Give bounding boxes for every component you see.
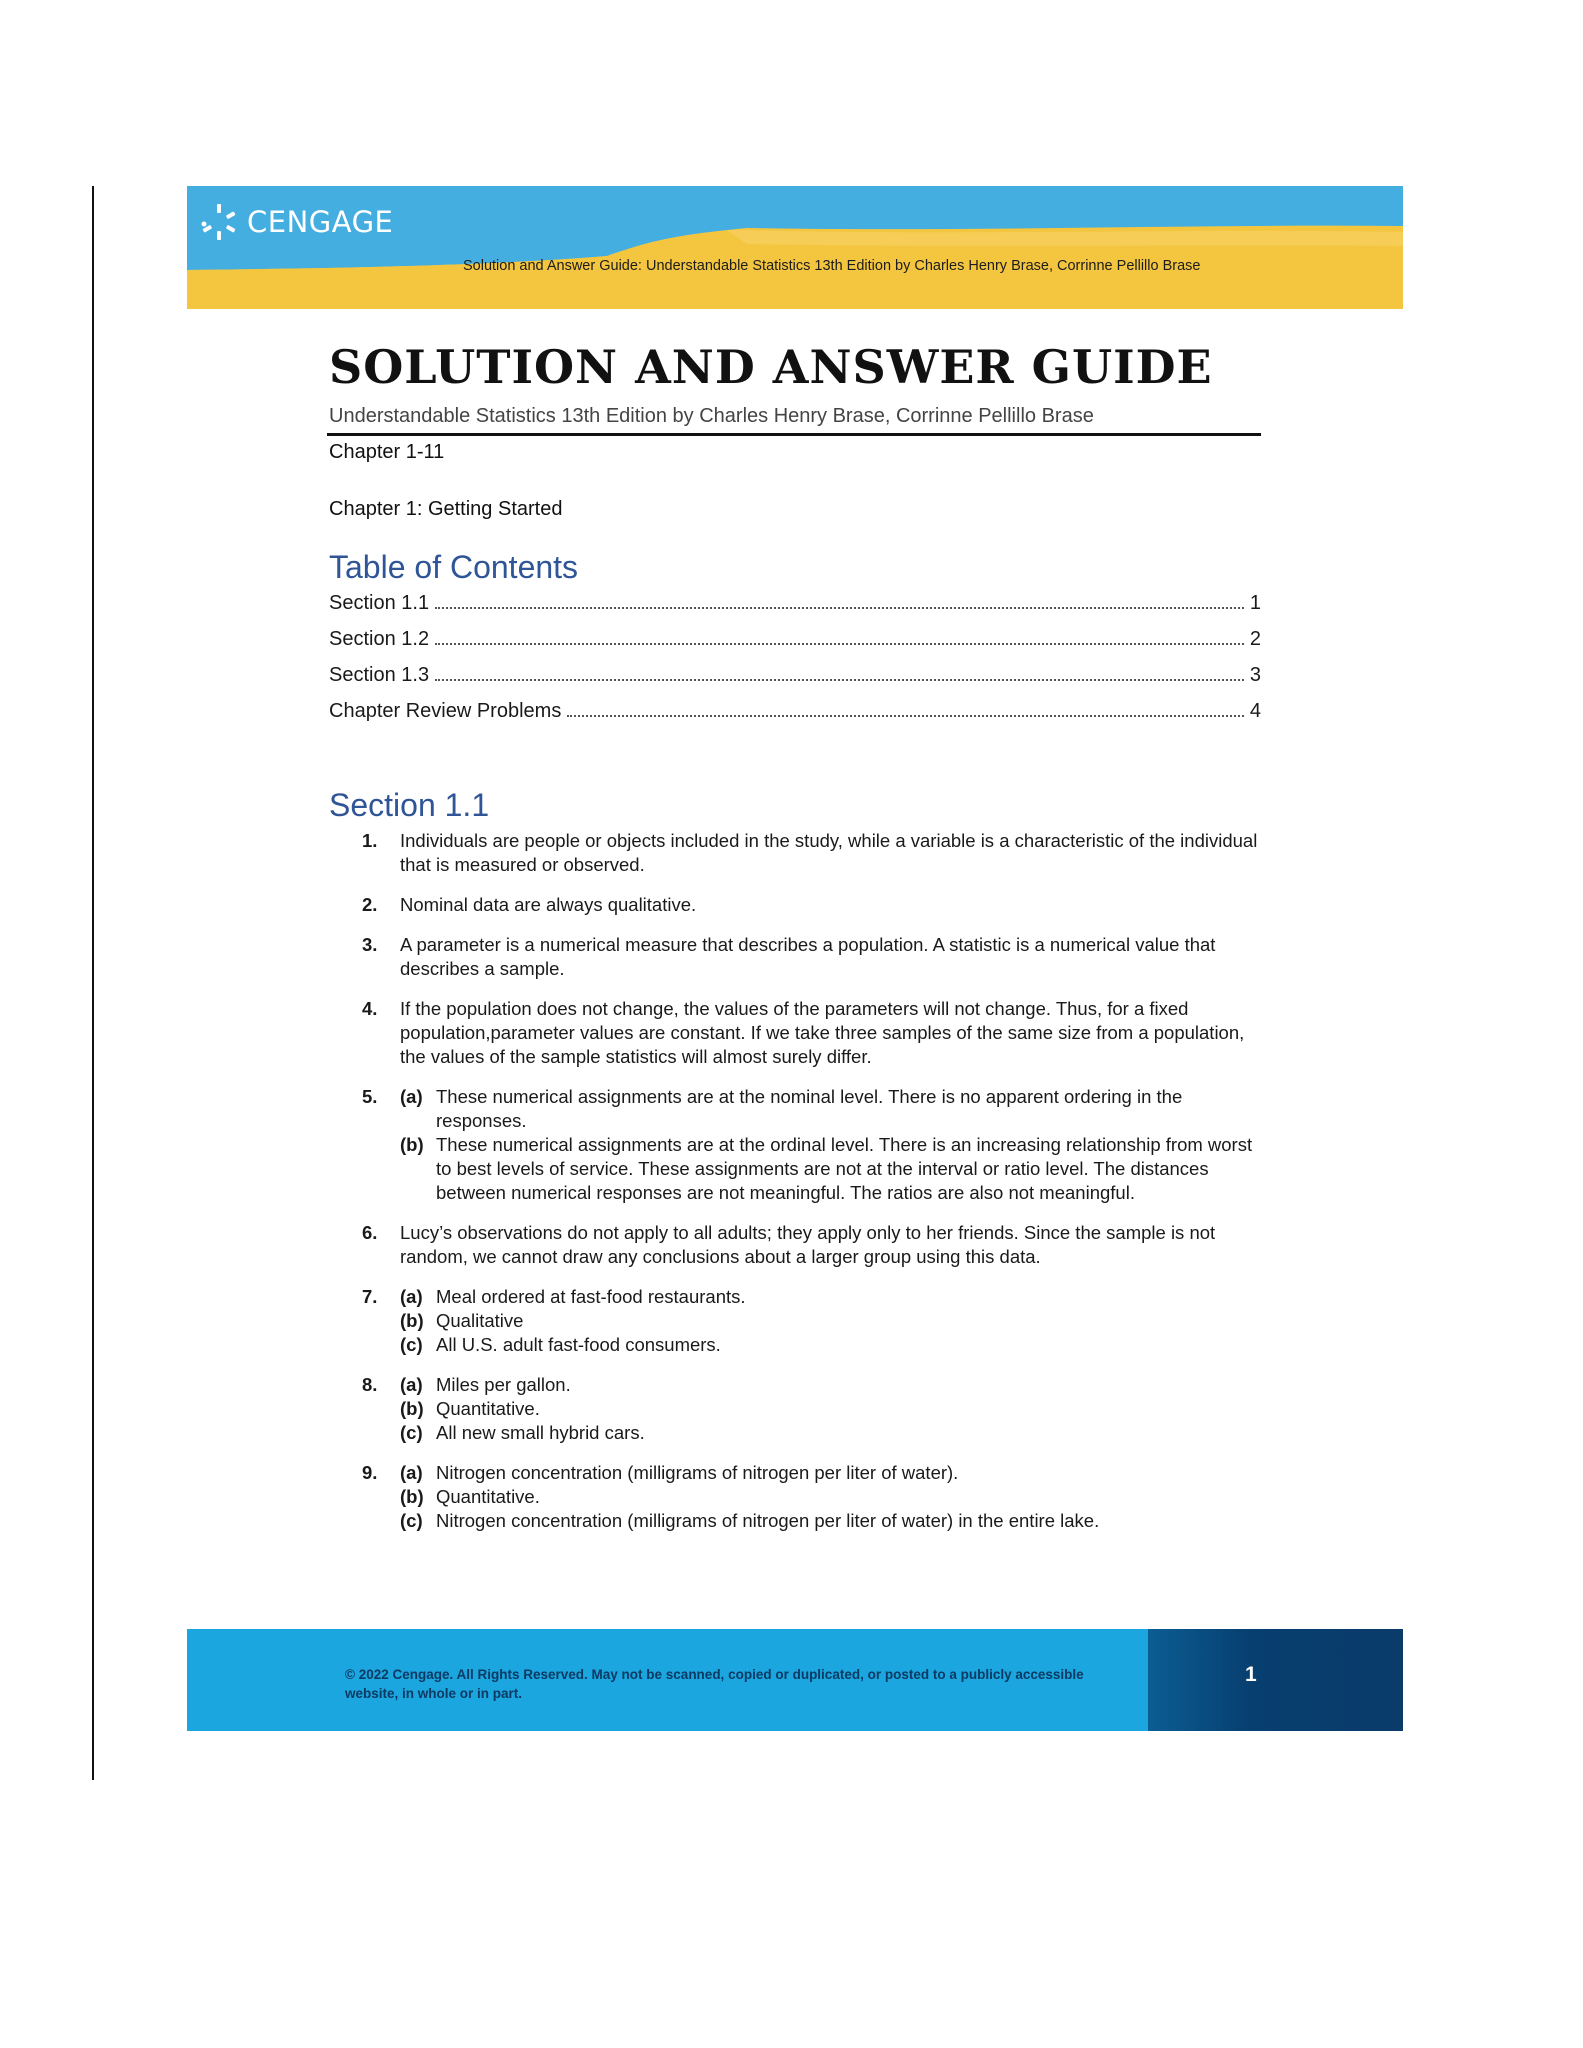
part-text: Miles per gallon. [436, 1374, 571, 1395]
answer-text: Individuals are people or objects included in the study, while a variable is a characteristic of the individual that is measured or observed. [400, 830, 1258, 875]
part-text: All new small hybrid cars. [436, 1422, 645, 1443]
part-text: Qualitative [436, 1310, 524, 1331]
answer-number: 1. [362, 830, 378, 851]
answer-text: If the population does not change, the values of the parameters will not change. Thus, for a fixed population,parameter values are constant. If we take three samples of the same size from a population, the values of the sample statistics will almost surely differ. [400, 998, 1245, 1067]
part-label: (a) [400, 1462, 423, 1483]
answer-part [400, 1285, 1260, 1309]
toc-leader [435, 643, 1244, 645]
footer-banner [187, 1629, 1403, 1731]
part-text: Quantitative. [436, 1486, 540, 1507]
part-label: (b) [400, 1398, 424, 1419]
answer-text: Lucy’s observations do not apply to all adults; they apply only to her friends. Since the sample is not random, we cannot draw any conclusions about a larger group using this data. [400, 1222, 1216, 1267]
part-text: Nitrogen concentration (milligrams of nitrogen per liter of water) in the entire lake. [436, 1510, 1100, 1531]
section-heading: Section 1.1 [329, 787, 490, 823]
answer-item [362, 1373, 1260, 1445]
part-text: Quantitative. [436, 1398, 540, 1419]
answer-item [362, 997, 1260, 1069]
logo-wordmark: CENGAGE [247, 205, 394, 239]
answer-part [400, 1333, 1260, 1357]
toc-leader [435, 607, 1244, 609]
part-label: (b) [400, 1134, 424, 1155]
toc-leader [567, 715, 1244, 717]
toc-entry[interactable] [329, 664, 1261, 700]
answer-part [400, 1397, 1260, 1421]
part-text: Meal ordered at fast-food restaurants. [436, 1286, 746, 1307]
answer-part [400, 1085, 1260, 1133]
part-label: (b) [400, 1486, 424, 1507]
table-of-contents [329, 592, 1261, 736]
toc-entry-label: Section 1.2 [329, 628, 430, 650]
answer-number: 4. [362, 998, 378, 1019]
answer-item [362, 1085, 1260, 1205]
part-label: (a) [400, 1086, 423, 1107]
title-divider [327, 433, 1261, 436]
part-text: Nitrogen concentration (milligrams of nitrogen per liter of water). [436, 1462, 959, 1483]
answer-item [362, 933, 1260, 981]
answer-part [400, 1309, 1260, 1333]
toc-leader [435, 679, 1244, 681]
toc-heading: Table of Contents [329, 549, 579, 585]
part-text: These numerical assignments are at the nominal level. There is no apparent ordering in the responses. [436, 1086, 1183, 1131]
toc-entry-page: 4 [1249, 700, 1261, 722]
toc-entry-label: Section 1.3 [329, 664, 430, 686]
answer-part [400, 1133, 1260, 1205]
page-number: 1 [1245, 1663, 1257, 1686]
answer-item [362, 1461, 1260, 1533]
book-subtitle: Understandable Statistics 13th Edition by Charles Henry Brase, Corrinne Pellillo Brase [329, 405, 1094, 427]
answer-item [362, 1221, 1260, 1269]
toc-entry-page: 1 [1249, 592, 1261, 614]
answer-list [362, 829, 1260, 1549]
part-label: (c) [400, 1334, 423, 1355]
answer-number: 3. [362, 934, 378, 955]
toc-entry-label: Section 1.1 [329, 592, 430, 614]
copyright-notice: © 2022 Cengage. All Rights Reserved. May not be scanned, copied or duplicated, or posted to a publicly accessible website, in whole or in part. [345, 1667, 1084, 1701]
toc-entry-page: 2 [1249, 628, 1261, 650]
page-title: SOLUTION AND ANSWER GUIDE [329, 340, 1213, 394]
part-label: (a) [400, 1286, 423, 1307]
answer-part [400, 1485, 1260, 1509]
answer-text: A parameter is a numerical measure that describes a population. A statistic is a numerical value that describes a sample. [400, 934, 1216, 979]
part-label: (c) [400, 1510, 423, 1531]
part-text: All U.S. adult fast-food consumers. [436, 1334, 721, 1355]
answer-number: 6. [362, 1222, 378, 1243]
answer-number: 7. [362, 1286, 378, 1307]
part-label: (b) [400, 1310, 424, 1331]
toc-entry-page: 3 [1249, 664, 1261, 686]
part-text: These numerical assignments are at the ordinal level. There is an increasing relationship from worst to best levels of service. These assignments are not at the interval or ratio level. The distances between numerical responses are not meaningful. The ratios are also not meaningful. [436, 1134, 1253, 1203]
cengage-logo [199, 202, 393, 242]
answer-number: 2. [362, 894, 378, 915]
part-label: (c) [400, 1422, 423, 1443]
answer-number: 8. [362, 1374, 378, 1395]
toc-entry[interactable] [329, 592, 1261, 628]
cengage-logo-icon [199, 202, 239, 242]
toc-entry[interactable] [329, 628, 1261, 664]
chapter-title: Chapter 1: Getting Started [329, 498, 563, 520]
answer-item [362, 1285, 1260, 1357]
footer-accent [1148, 1629, 1403, 1731]
answer-part [400, 1421, 1260, 1445]
answer-text: Nominal data are always qualitative. [400, 894, 697, 915]
chapter-range: Chapter 1-11 [329, 441, 445, 463]
part-label: (a) [400, 1374, 423, 1395]
page-margin-rule [92, 186, 94, 1780]
answer-item [362, 829, 1260, 877]
header-banner [187, 186, 1403, 309]
banner-subtitle: Solution and Answer Guide: Understandable Statistics 13th Edition by Charles Henry Brase, Corrinne Pellillo Brase [463, 258, 1201, 274]
toc-entry[interactable] [329, 700, 1261, 736]
answer-part [400, 1461, 1260, 1485]
toc-entry-label: Chapter Review Problems [329, 700, 562, 722]
answer-number: 5. [362, 1086, 378, 1107]
answer-item [362, 893, 1260, 917]
answer-number: 9. [362, 1462, 378, 1483]
answer-part [400, 1373, 1260, 1397]
answer-part [400, 1509, 1260, 1533]
